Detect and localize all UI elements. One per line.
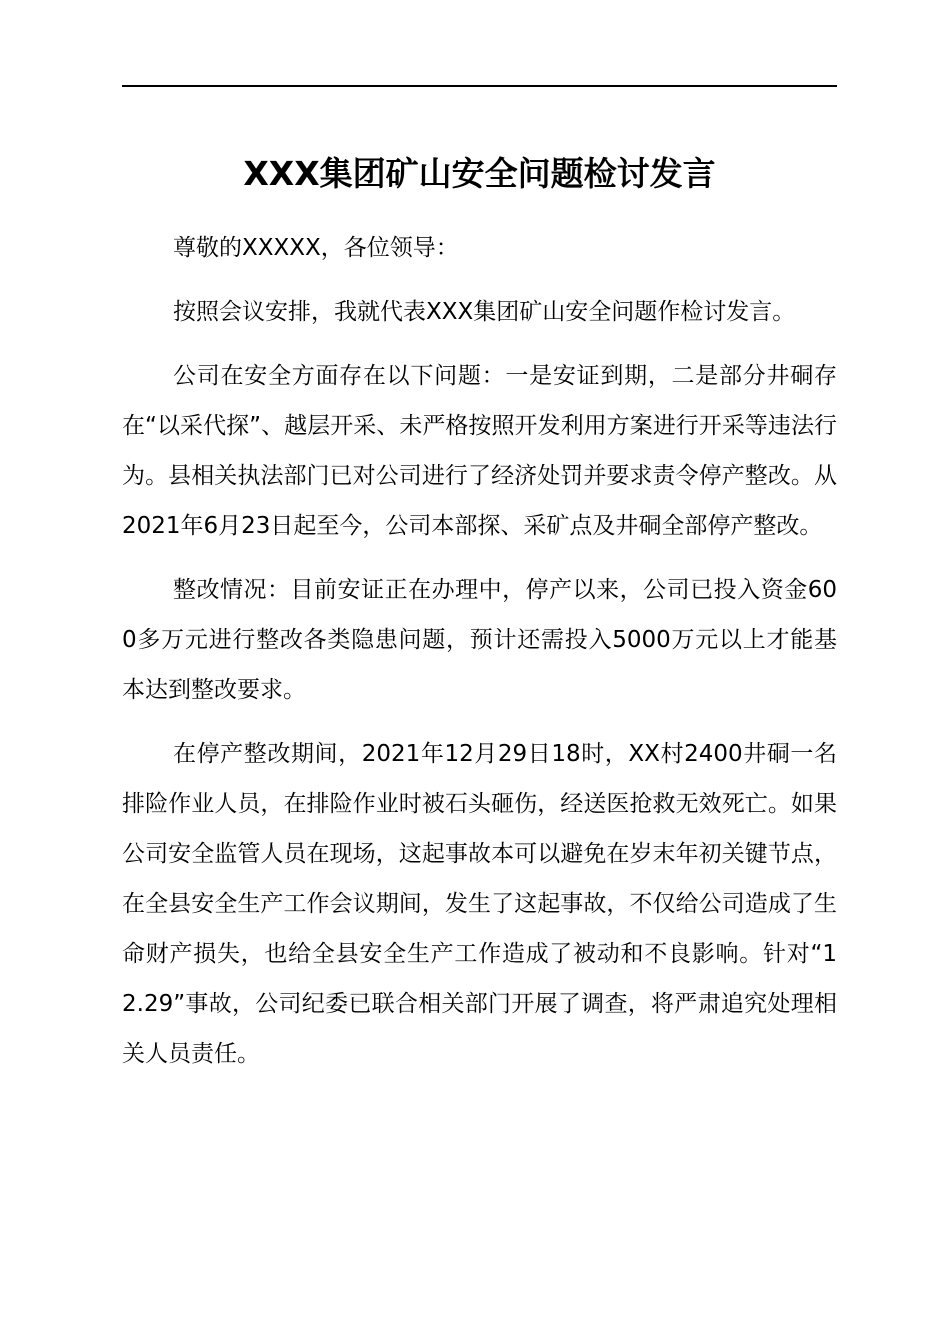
document-title: XXX集团矿山安全问题检讨发言: [243, 154, 716, 193]
salutation: 尊敬的XXXXX，各位领导：: [173, 235, 459, 261]
body-paragraph: 整改情况：目前安证正在办理中，停产以来，公司已投入资金600多万元进行整改各类隐患问题，预计还需投入5000万元以上才能基本达到整改要求。: [122, 577, 837, 703]
document-body: [122, 223, 837, 1093]
body-paragraph: 在停产整改期间，2021年12月29日18时，XX村2400井硐一名排险作业人员，在排险作业时被石头砸伤，经送医抢救无效死亡。如果公司安全监管人员在现场，这起事故本可以避免在岁末年初关键节点，在全县安全生产工作会议期间，发生了这起事故，不仅给公司造成了生命财产损失，也给全县安全生产工作造成了被动和不良影响。针对“12.29”事故，公司纪委已联合相关部门开展了调查，将严肃追究处理相关人员责任。: [122, 741, 837, 1067]
body-paragraph: 公司在安全方面存在以下问题：一是安证到期，二是部分井硐存在“以采代探”、越层开采、未严格按照开发利用方案进行开采等违法行为。县相关执法部门已对公司进行了经济处罚并要求责令停产整改。从2021年6月23日起至今，公司本部探、采矿点及井硐全部停产整改。: [122, 363, 837, 539]
body-paragraph: 按照会议安排，我就代表XXX集团矿山安全问题作检讨发言。: [173, 299, 796, 325]
header-divider: [122, 85, 837, 87]
